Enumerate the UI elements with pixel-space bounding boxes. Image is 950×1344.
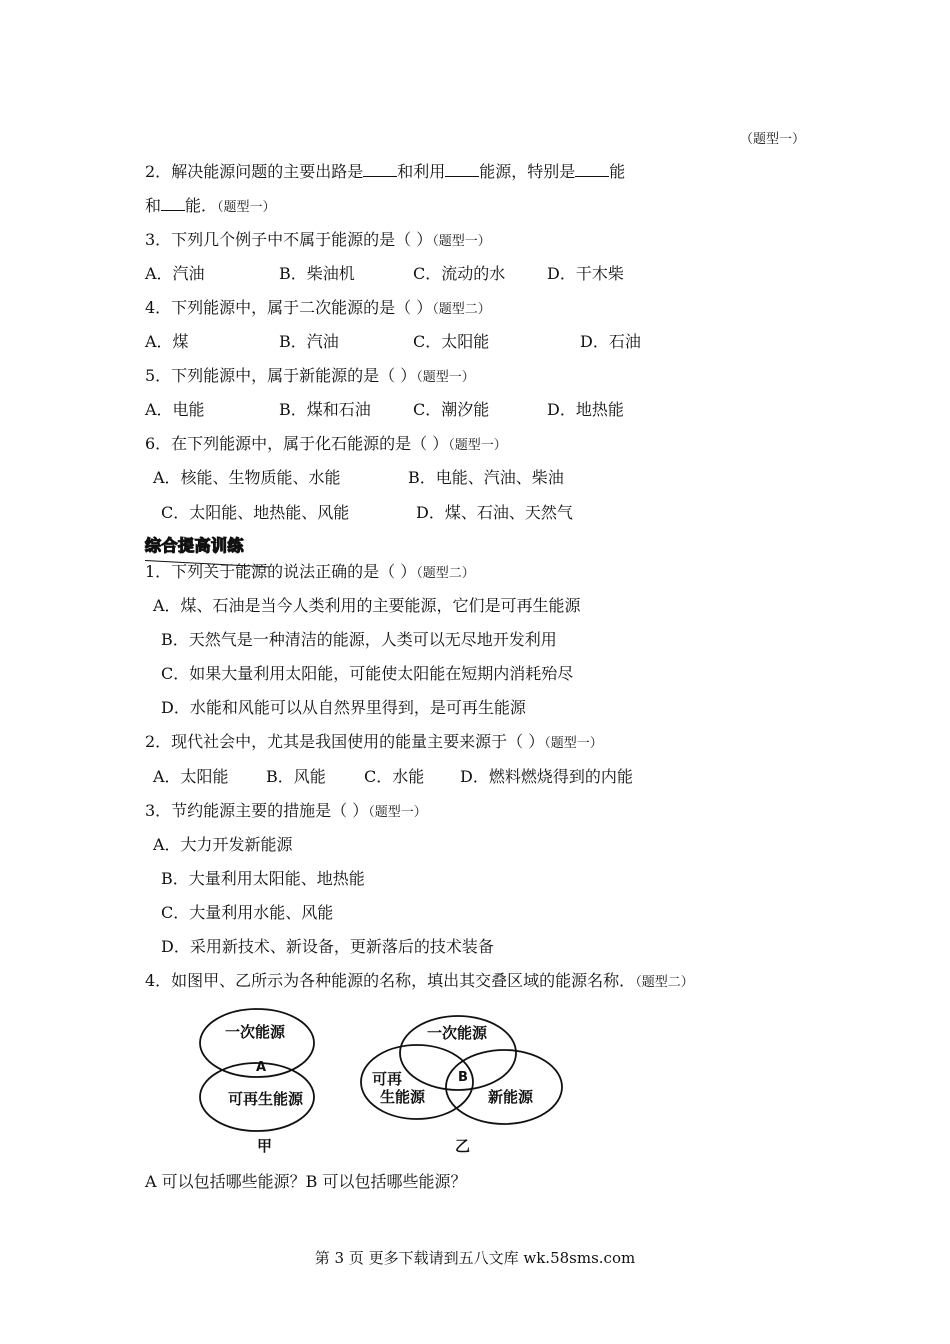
option-c[interactable]: C．太阳能 <box>413 332 490 351</box>
fill-blank[interactable] <box>445 161 479 177</box>
option-b[interactable]: B．煤和石油 <box>279 400 371 419</box>
question-4 <box>145 295 491 318</box>
question-text: 3．节约能源主要的措施是（ ） <box>145 801 369 820</box>
question-text: 和利用 <box>397 162 446 181</box>
follow-up-question: A 可以包括哪些能源？B 可以包括哪些能源？ <box>145 1172 467 1191</box>
label-region-b: B <box>458 1070 468 1085</box>
question-type-tag: （题型二） <box>635 975 694 990</box>
question-text: 解决能源问题的主要出路是 <box>171 162 364 181</box>
option-c[interactable]: C．流动的水 <box>413 264 506 283</box>
label-primary-energy: 一次能源 <box>225 1023 286 1041</box>
option-b[interactable]: B．柴油机 <box>279 264 355 283</box>
option-d[interactable]: D．煤、石油、天然气 <box>416 503 573 522</box>
question-5 <box>145 363 475 386</box>
fill-blank[interactable] <box>575 161 609 177</box>
caption-jia: 甲 <box>257 1137 273 1155</box>
option-d[interactable]: D．地热能 <box>547 400 624 419</box>
option-d[interactable]: D．采用新技术、新设备，更新落后的技术装备 <box>161 937 494 956</box>
question-number: 2． <box>145 162 172 181</box>
question-text: 4．下列能源中，属于二次能源的是（ ） <box>145 298 433 317</box>
option-a[interactable]: A．煤、石油是当今人类利用的主要能源，它们是可再生能源 <box>153 596 581 615</box>
fill-blank[interactable] <box>161 195 185 211</box>
question-type-tag: （题型二） <box>416 566 475 581</box>
exercise-3 <box>145 798 427 821</box>
option-a[interactable]: A．核能、生物质能、水能 <box>153 468 341 487</box>
option-a[interactable]: A．太阳能 <box>153 767 229 786</box>
option-a[interactable]: A．汽油 <box>145 264 205 283</box>
question-2-line-2 <box>145 193 276 216</box>
option-b[interactable]: B．天然气是一种清洁的能源，人类可以无尽地开发利用 <box>161 630 557 649</box>
option-b[interactable]: B．大量利用太阳能、地热能 <box>161 869 365 888</box>
option-a[interactable]: A．大力开发新能源 <box>153 835 293 854</box>
option-a[interactable]: A．电能 <box>145 400 205 419</box>
label-renewable-energy: 可再生能源 <box>228 1090 304 1108</box>
exercise-2 <box>145 729 603 752</box>
question-text: 和 <box>145 196 162 215</box>
option-c[interactable]: C．水能 <box>364 767 425 786</box>
question-2-line-1 <box>145 159 625 182</box>
question-type-tag: （题型一） <box>416 370 475 385</box>
option-c[interactable]: C．潮汐能 <box>413 400 490 419</box>
option-c[interactable]: C．如果大量利用太阳能，可能使太阳能在短期内消耗殆尽 <box>161 664 574 683</box>
question-text: 1．下列关于能源的说法正确的是（ ） <box>145 562 417 581</box>
question-3 <box>145 227 491 250</box>
venn-diagram-yi <box>355 1005 570 1157</box>
venn-diagram-jia <box>195 1005 335 1157</box>
question-text: 能． <box>185 196 218 215</box>
question-type-tag: （题型一） <box>217 200 276 215</box>
new-energy-circle <box>446 1050 562 1124</box>
exercise-1 <box>145 559 475 582</box>
option-a[interactable]: A．煤 <box>145 332 189 351</box>
option-d[interactable]: D．干木柴 <box>547 264 624 283</box>
question-text: 2．现代社会中，尤其是我国使用的能量主要来源于（ ） <box>145 732 545 751</box>
question-text: 能 <box>609 162 626 181</box>
question-type-tag: （题型一） <box>740 132 806 147</box>
question-text: 能源，特别是 <box>479 162 576 181</box>
label-new-energy: 新能源 <box>488 1088 534 1106</box>
question-type-tag: （题型一） <box>448 438 507 453</box>
question-type-tag: （题型一） <box>432 234 491 249</box>
question-type-tag: （题型一） <box>368 805 427 820</box>
label-region-a: A <box>256 1060 267 1075</box>
option-d[interactable]: D．石油 <box>580 332 641 351</box>
option-c[interactable]: C．太阳能、地热能、风能 <box>161 503 350 522</box>
label-renewable-line-2: 生能源 <box>380 1088 426 1106</box>
option-c[interactable]: C．大量利用水能、风能 <box>161 903 334 922</box>
option-b[interactable]: B．汽油 <box>279 332 339 351</box>
question-text: 6．在下列能源中，属于化石能源的是（ ） <box>145 434 449 453</box>
label-primary-energy: 一次能源 <box>427 1024 488 1042</box>
question-type-tag: （题型一） <box>544 736 603 751</box>
section-title: 综合提高训练 <box>145 536 245 555</box>
label-renewable-line-1: 可再 <box>372 1070 403 1088</box>
question-text: 4．如图甲、乙所示为各种能源的名称，填出其交叠区域的能源名称． <box>145 971 636 990</box>
page-footer: 第 3 页 更多下载请到五八文库 wk.58sms.com <box>314 1249 636 1267</box>
question-type-tag: （题型二） <box>432 302 491 317</box>
option-d[interactable]: D．燃料燃烧得到的内能 <box>460 767 633 786</box>
exercise-4 <box>145 968 694 991</box>
question-text: 3．下列几个例子中不属于能源的是（ ） <box>145 230 433 249</box>
option-d[interactable]: D．水能和风能可以从自然界里得到，是可再生能源 <box>161 698 526 717</box>
fill-blank[interactable] <box>363 161 397 177</box>
question-text: 5．下列能源中，属于新能源的是（ ） <box>145 366 417 385</box>
option-b[interactable]: B．电能、汽油、柴油 <box>408 468 564 487</box>
option-b[interactable]: B．风能 <box>266 767 326 786</box>
caption-yi: 乙 <box>455 1137 471 1155</box>
question-6 <box>145 431 507 454</box>
